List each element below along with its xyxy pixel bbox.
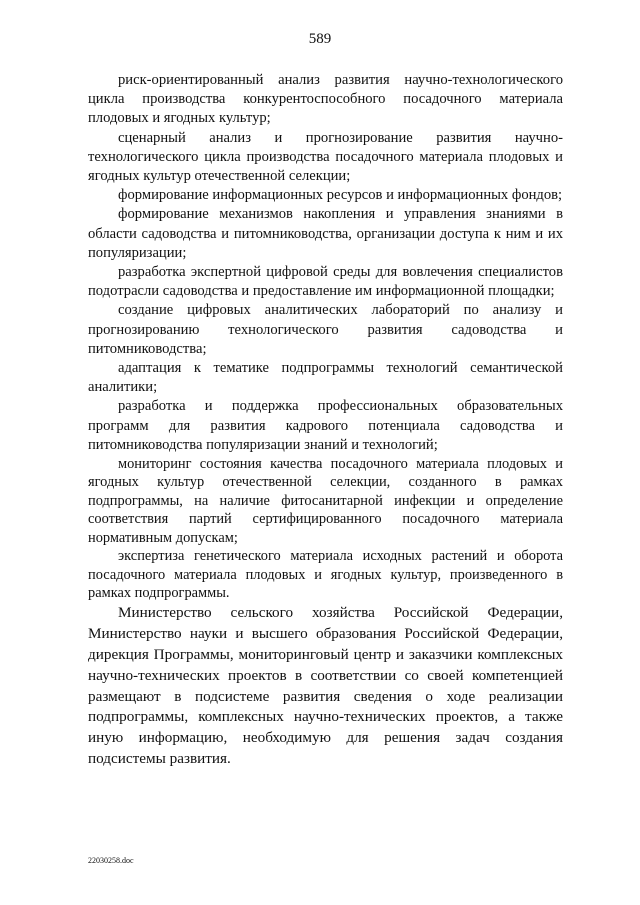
- paragraph-semantic-analytics: адаптация к тематике подпрограммы технологий семантической аналитики;: [88, 360, 563, 396]
- paragraph-digital-laboratories: создание цифровых аналитических лабораторий по анализу и прогнозированию технологического развития садоводства и питомниководства;: [88, 302, 563, 357]
- footer-document-code: 22030258.doc: [88, 856, 134, 865]
- paragraph-knowledge-management: формирование механизмов накопления и управления знаниями в области садоводства и питомниководства, организации доступа к ним и их популяризации;: [88, 206, 563, 261]
- paragraph-quality-monitoring: мониторинг состояния качества посадочного материала плодовых и ягодных культур отечественной селекции, созданного в рамках подпрограммы, на наличие фитосанитарной инфекции и определение соответствия партий сертифицированного посадочного материала нормативным допускам;: [88, 456, 563, 546]
- paragraph-scenario-analysis: сценарный анализ и прогнозирование развития научно-технологического цикла производства посадочного материала плодовых и ягодных культур отечественной селекции;: [88, 129, 563, 185]
- paragraph-genetic-expertise: экспертиза генетического материала исходных растений и оборота посадочного материала плодовых и ягодных культур, произведенного в рамках подпрограммы.: [88, 548, 563, 601]
- paragraph-ministries-responsibility: Министерство сельского хозяйства Российской Федерации, Министерство науки и высшего образования Российской Федерации, дирекция Программы, мониторинговый центр и заказчики комплексных научно-технических проектов в соответствии со своей компетенцией размещают в подсистеме развития сведения о ходе реализации подпрограммы, комплексных научно-технических проектов, а также иную информацию, необходимую для решения задач создания подсистемы развития.: [88, 604, 563, 767]
- document-body: [88, 71, 563, 770]
- paragraph-educational-programs: разработка и поддержка профессиональных образовательных программ для развития кадрового потенциала садоводства и питомниководства популяризации знаний и технологий;: [88, 398, 563, 453]
- page-number: 589: [308, 31, 332, 47]
- paragraph-information-resources: формирование информационных ресурсов и информационных фондов;: [118, 187, 563, 204]
- paragraph-risk-analysis: риск-ориентированный анализ развития научно-технологического цикла производства конкурентоспособного посадочного материала плодовых и ягодных культур;: [88, 72, 563, 127]
- paragraph-expert-digital-environment: разработка экспертной цифровой среды для вовлечения специалистов подотрасли садоводства и предоставление им информационной площадки;: [88, 264, 563, 300]
